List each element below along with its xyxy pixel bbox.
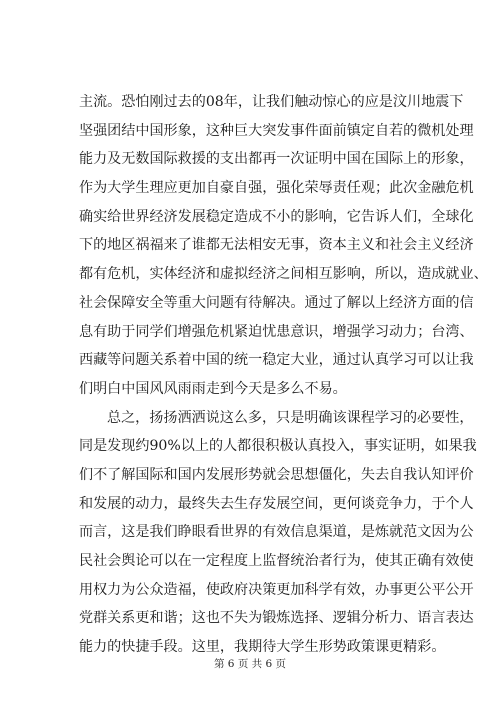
paragraph-line: 能力的快捷手段。这里，我期待大学生形势政策课更精彩。	[79, 639, 446, 656]
paragraph-line: 作为大学生理应更加自豪自强，强化荣辱责任观；此次金融危机	[79, 180, 474, 197]
paragraph-line: 都有危机，实体经济和虚拟经济之间相互影响，所以，造成就业、	[79, 266, 488, 283]
paragraph-line: 确实给世界经济发展稳定造成不小的影响，它告诉人们，全球化	[79, 208, 474, 225]
paragraph-line: 用权力为公众造福，使政府决策更加科学有效，办事更公平公开	[79, 581, 474, 598]
document-body	[79, 88, 488, 662]
page-number-footer: 第 6 页 共 6 页	[213, 658, 287, 670]
paragraph-line: 西藏等问题关系着中国的统一稳定大业，通过认真学习可以让我	[79, 352, 474, 369]
paragraph-line: 民社会舆论可以在一定程度上监督统治者行为，使其正确有效使	[79, 553, 474, 569]
paragraph-line: 而言，这是我们睁眼看世界的有效信息渠道，是炼就范文因为公	[79, 524, 474, 541]
paragraph-1	[79, 88, 488, 404]
paragraph-line: 社会保障安全等重大问题有待解决。通过了解以上经济方面的信	[79, 294, 474, 311]
paragraph-line: 同是发现约90%以上的人都很积极认真投入，事实证明，如果我	[79, 438, 477, 455]
paragraph-2	[79, 404, 477, 662]
paragraph-line: 能力及无数国际救援的支出都再一次证明中国在国际上的形象，	[79, 151, 474, 168]
paragraph-line: 息有助于同学们增强危机紧迫忧患意识，增强学习动力；台湾、	[79, 323, 474, 340]
paragraph-line: 和发展的动力，最终失去生存发展空间，更何谈竞争力，于个人	[79, 495, 474, 512]
paragraph-line: 总之，扬扬洒洒说这么多，只是明确该课程学习的必要性，	[107, 409, 474, 426]
paragraph-line: 主流。恐怕刚过去的08年，让我们触动惊心的应是汶川地震下	[79, 94, 464, 110]
paragraph-line: 下的地区祸福来了谁都无法相安无事，资本主义和社会主义经济	[79, 237, 474, 254]
paragraph-line: 们不了解国际和国内发展形势就会思想僵化，失去自我认知评价	[79, 466, 474, 483]
paragraph-line: 党群关系更和谐；这也不失为锻炼选择、逻辑分析力、语言表达	[79, 610, 474, 627]
paragraph-line: 坚强团结中国形象，这种巨大突发事件面前镇定自若的微机处理	[79, 122, 474, 139]
paragraph-line: 们明白中国风风雨雨走到今天是多么不易。	[79, 380, 347, 397]
